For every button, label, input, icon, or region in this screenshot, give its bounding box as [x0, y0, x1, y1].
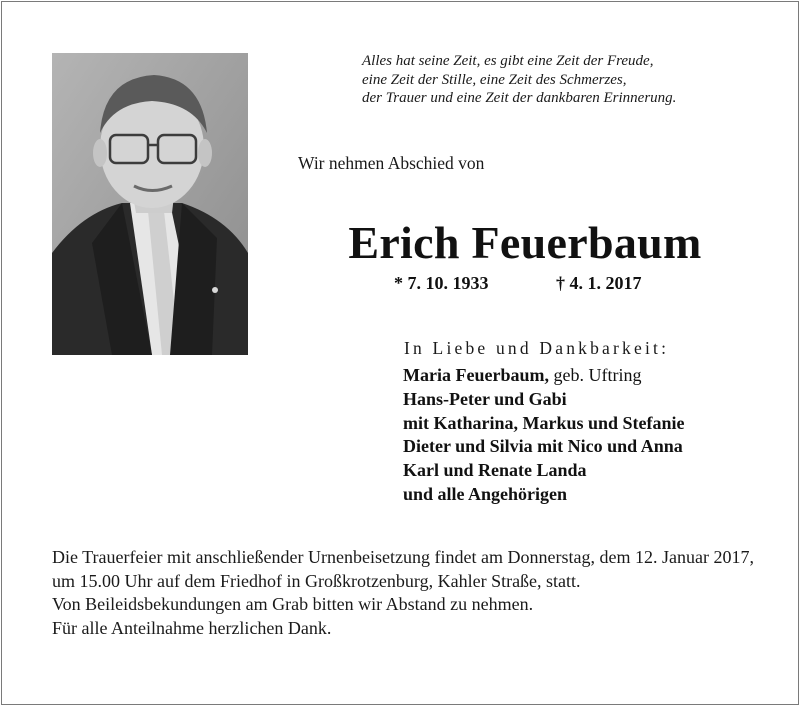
mourner-line	[403, 412, 685, 436]
thanks-text: Für alle Anteilnahme herzlichen Dank.	[52, 617, 332, 638]
quote-line: Alles hat seine Zeit, es gibt eine Zeit der Freude,	[362, 53, 654, 69]
funeral-notice	[52, 546, 754, 640]
portrait-photo	[52, 53, 248, 355]
mourner-name: Hans-Peter und Gabi	[403, 388, 567, 409]
death-date: † 4. 1. 2017	[556, 273, 642, 293]
life-dates	[394, 273, 642, 294]
mourners-list	[403, 364, 685, 507]
mourners-heading: In Liebe und Dankbarkeit:	[404, 338, 670, 358]
mourner-name: mit Katharina, Markus und Stefanie	[403, 412, 685, 433]
mourner-line	[403, 364, 685, 388]
mourner-note: geb. Uftring	[548, 365, 642, 385]
birth-date: * 7. 10. 1933	[394, 273, 489, 293]
mourner-name: Karl und Renate Landa	[403, 460, 587, 481]
quote-block	[362, 52, 782, 108]
mourner-line	[403, 459, 685, 483]
quote-line: der Trauer und eine Zeit der dankbaren Erinnerung.	[362, 90, 677, 106]
mourner-line	[403, 483, 685, 507]
condolences-text: Von Beileidsbekundungen am Grab bitten wir Abstand zu nehmen.	[52, 594, 534, 614]
farewell-intro: Wir nehmen Abschied von	[298, 153, 485, 173]
mourner-line	[403, 435, 685, 459]
mourner-line	[403, 388, 685, 412]
deceased-name: Erich Feuerbaum	[348, 217, 702, 268]
mourner-name: Maria Feuerbaum,	[403, 365, 549, 385]
mourner-name: und alle Angehörigen	[403, 483, 568, 504]
mourner-name: Dieter und Silvia mit Nico und Anna	[403, 436, 683, 457]
portrait-image	[52, 53, 248, 355]
ceremony-text: Die Trauerfeier mit anschließender Urnenbeisetzung findet am Donnerstag, dem 12. Januar 2017, um 15.00 Uhr auf dem Friedhof in Großkrotzenburg, Kahler Straße, statt.	[52, 547, 754, 591]
quote-line: eine Zeit der Stille, eine Zeit des Schmerzes,	[362, 71, 627, 88]
